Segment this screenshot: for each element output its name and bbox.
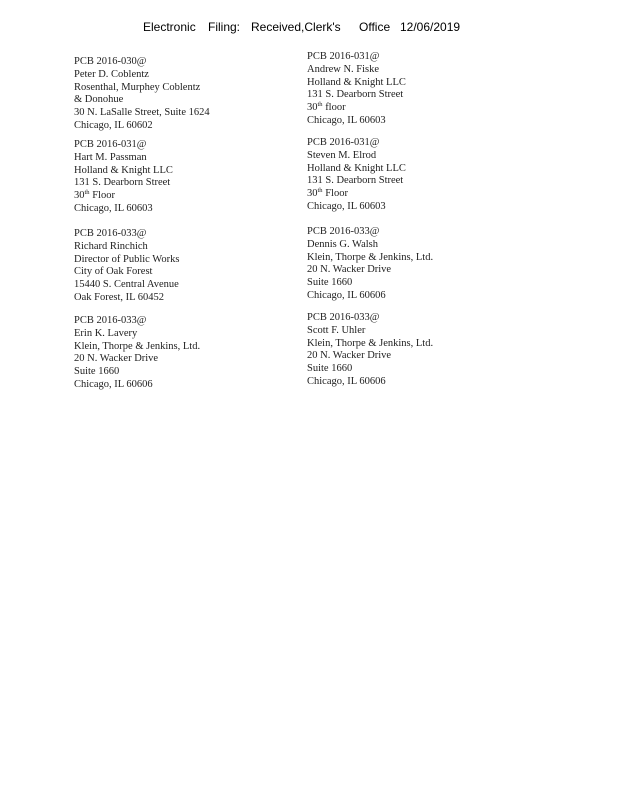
floor-line <box>74 190 173 203</box>
address-line: Oak Forest, IL 60452 <box>74 291 165 303</box>
case-number: PCB 2016-033@ <box>74 228 147 239</box>
floor-line <box>307 102 406 115</box>
address-line: Chicago, IL 60603 <box>307 200 386 212</box>
address-line: 20 N. Wacker Drive <box>307 264 392 276</box>
case-number: PCB 2016-030@ <box>74 56 147 67</box>
service-entry <box>307 137 406 214</box>
service-entry <box>307 312 433 389</box>
header-date: 12/06/2019 <box>400 20 461 34</box>
address-line: 131 S. Dearborn Street <box>307 175 404 187</box>
address-line: Holland & Knight LLC <box>74 164 173 176</box>
floor-suffix: th <box>84 189 90 197</box>
floor-number: 30 <box>307 188 318 200</box>
header-electronic: Electronic <box>143 20 196 34</box>
address-line: Suite 1660 <box>307 277 353 289</box>
header-office: Office <box>359 20 391 34</box>
address-line: Chicago, IL 60603 <box>74 202 153 214</box>
address-line: Chicago, IL 60606 <box>307 289 386 301</box>
address-line: Klein, Thorpe & Jenkins, Ltd. <box>307 337 434 349</box>
recipient-name: Andrew N. Fiske <box>307 63 380 75</box>
address-line: Holland & Knight LLC <box>307 162 406 174</box>
service-entry <box>74 139 173 216</box>
service-entry <box>307 51 406 128</box>
case-number: PCB 2016-031@ <box>307 137 380 148</box>
recipient-name: Richard Rinchich <box>74 240 148 252</box>
address-line: Klein, Thorpe & Jenkins, Ltd. <box>307 251 434 263</box>
address-line: 131 S. Dearborn Street <box>74 177 171 189</box>
address-line: 15440 S. Central Avenue <box>74 279 179 291</box>
service-entry <box>74 315 200 392</box>
address-line: 30 N. LaSalle Street, Suite 1624 <box>74 107 210 119</box>
floor-number: 30 <box>307 102 318 114</box>
header-filing: Filing: <box>208 20 241 34</box>
address-line: Chicago, IL 60606 <box>307 375 386 387</box>
case-number: PCB 2016-031@ <box>307 51 380 62</box>
case-number: PCB 2016-033@ <box>307 312 380 323</box>
case-number: PCB 2016-033@ <box>307 226 380 237</box>
recipient-name: Peter D. Coblentz <box>74 68 149 80</box>
service-entry <box>74 228 179 305</box>
recipient-name: Hart M. Passman <box>74 151 147 163</box>
address-line: & Donohue <box>74 94 124 106</box>
floor-line <box>307 188 406 201</box>
floor-word: Floor <box>92 190 115 202</box>
recipient-name: Dennis G. Walsh <box>307 238 378 250</box>
address-line: Klein, Thorpe & Jenkins, Ltd. <box>74 340 201 352</box>
recipient-name: Scott F. Uhler <box>307 324 366 336</box>
recipient-name: Steven M. Elrod <box>307 149 377 161</box>
floor-number: 30 <box>74 190 85 202</box>
filing-header <box>0 20 618 36</box>
recipient-name: Erin K. Lavery <box>74 327 138 339</box>
address-line: Director of Public Works <box>74 253 180 265</box>
address-line: 20 N. Wacker Drive <box>307 350 392 362</box>
address-line: Chicago, IL 60606 <box>74 378 153 390</box>
address-line: Holland & Knight LLC <box>307 76 406 88</box>
floor-suffix: th <box>317 101 323 109</box>
floor-word: Floor <box>325 188 348 200</box>
floor-word: floor <box>325 102 346 114</box>
address-line: Suite 1660 <box>74 366 120 378</box>
service-entry <box>307 226 433 303</box>
address-line: 131 S. Dearborn Street <box>307 89 404 101</box>
address-line: Suite 1660 <box>307 363 353 375</box>
case-number: PCB 2016-033@ <box>74 315 147 326</box>
case-number: PCB 2016-031@ <box>74 139 147 150</box>
service-entry <box>74 56 210 133</box>
address-line: 20 N. Wacker Drive <box>74 353 159 365</box>
address-line: Rosenthal, Murphey Coblentz <box>74 81 201 93</box>
header-received: Received,Clerk's <box>251 20 341 34</box>
address-line: City of Oak Forest <box>74 266 153 278</box>
address-line: Chicago, IL 60603 <box>307 114 386 126</box>
floor-suffix: th <box>317 187 323 195</box>
address-line: Chicago, IL 60602 <box>74 119 153 131</box>
